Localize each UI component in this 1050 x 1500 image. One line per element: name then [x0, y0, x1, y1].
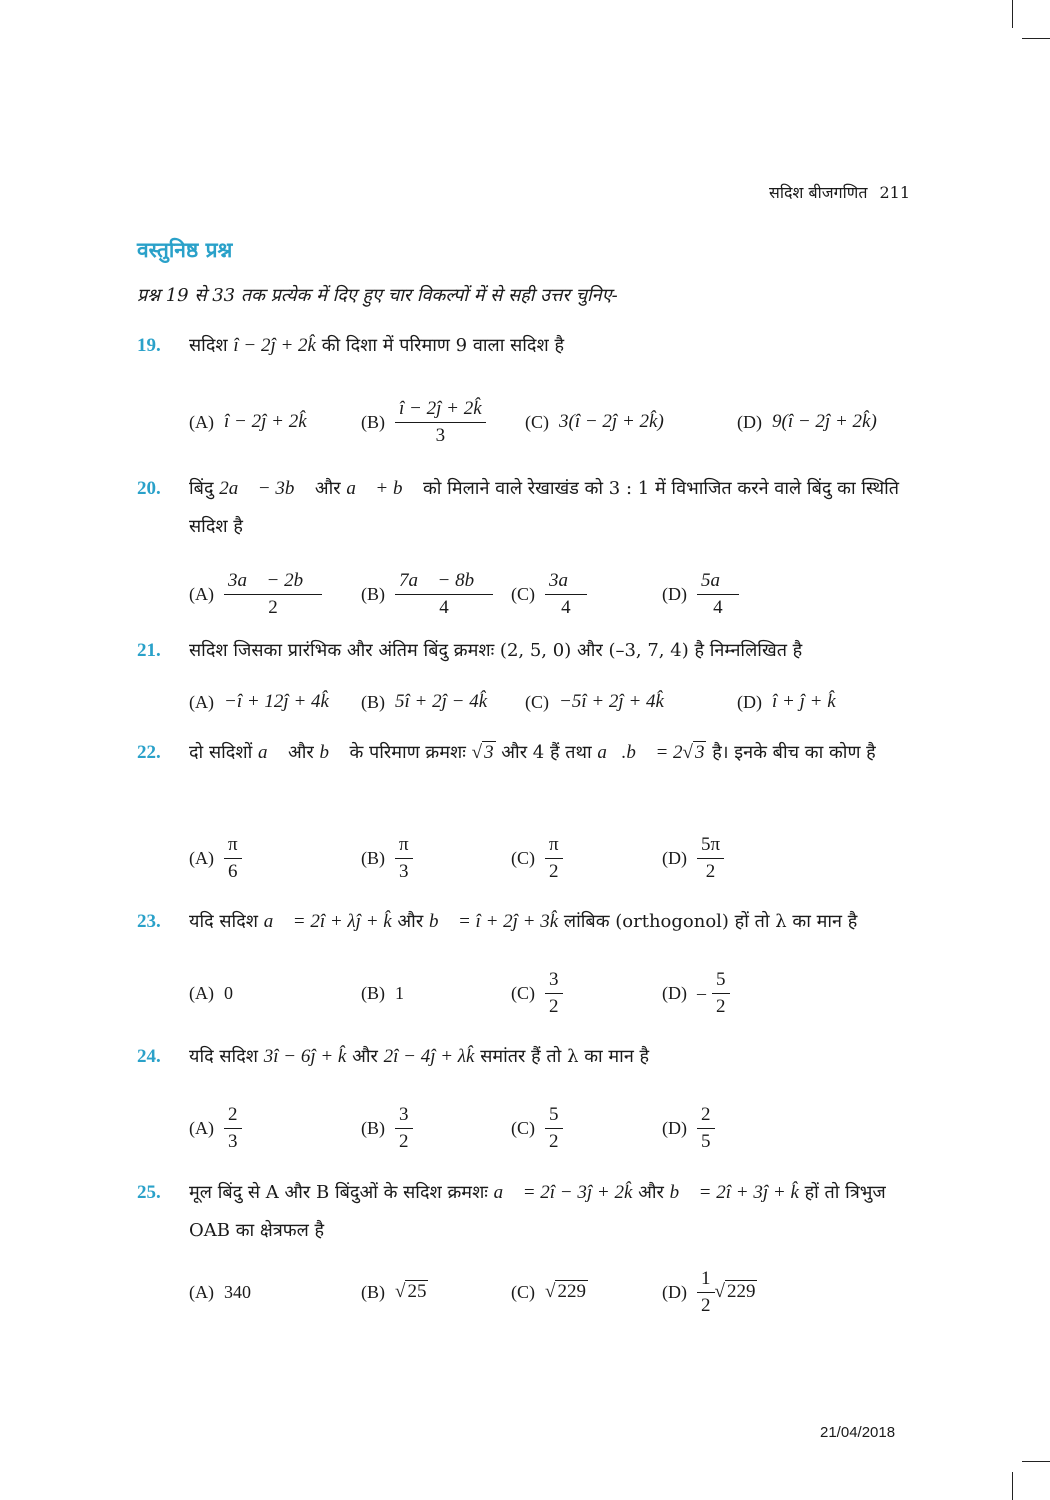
option-label: (C)	[525, 411, 549, 432]
question-number: 25.	[137, 1182, 161, 1203]
fraction	[545, 1104, 563, 1153]
question-21	[137, 632, 915, 670]
options-22	[189, 828, 929, 888]
numerator: 3	[545, 969, 563, 994]
fraction	[395, 570, 493, 619]
question-text	[189, 903, 915, 941]
numerator: π	[395, 834, 413, 859]
fraction	[545, 834, 563, 883]
math: −5î + 2ĵ + 4k̂	[559, 691, 664, 712]
option-c[interactable]	[525, 672, 664, 732]
text: मूल बिंदु से A और B बिंदुओं के सदिश क्रमशः	[189, 1182, 494, 1203]
sqrt: √ 3	[471, 742, 494, 763]
numerator: î − 2ĵ + 2k̂	[395, 398, 486, 423]
math: 3(î − 2ĵ + 2k̂)	[559, 411, 664, 432]
fraction	[224, 570, 322, 619]
page-number: 211	[879, 183, 910, 202]
value: 1	[395, 982, 404, 1003]
fraction	[545, 570, 587, 619]
option-b[interactable]	[361, 828, 413, 888]
option-c[interactable]	[511, 564, 587, 624]
numerator: π	[224, 834, 242, 859]
option-b[interactable]	[361, 1098, 413, 1158]
text: सदिश जिसका प्रारंभिक और अंतिम बिंदु क्रमशः (2, 5, 0) और (–3, 7, 4) है निम्नलिखित है	[189, 640, 803, 661]
option-label: (C)	[511, 1117, 535, 1138]
option-label: (A)	[189, 583, 214, 604]
question-25	[137, 1174, 915, 1250]
denominator: 2	[549, 860, 559, 882]
option-b[interactable]	[361, 963, 404, 1023]
option-d[interactable]	[662, 564, 739, 624]
value: 340	[224, 1281, 251, 1302]
question-number: 21.	[137, 640, 161, 661]
denominator: 2	[716, 995, 726, 1017]
text: और 4 हैं तथा	[495, 742, 598, 763]
options-25	[189, 1262, 929, 1322]
text: दो सदिशों	[189, 742, 258, 763]
math: a⃗.b⃗ = 2	[597, 742, 683, 763]
options-24	[189, 1098, 929, 1158]
option-label: (D)	[662, 1117, 687, 1138]
denominator: 6	[228, 860, 238, 882]
denominator: 3	[399, 860, 409, 882]
minus-sign: –	[697, 982, 706, 1003]
text: हों तो त्रिभुज OAB का क्षेत्रफल है	[189, 1182, 886, 1241]
question-number: 19.	[137, 335, 161, 356]
question-text	[189, 632, 915, 670]
math: b⃗ = 2î + 3ĵ + k̂	[669, 1182, 799, 1203]
math: î + ĵ + k̂	[772, 691, 836, 712]
options-20	[189, 564, 929, 624]
numerator: 3a⃗	[545, 570, 587, 595]
numerator: 2	[224, 1104, 242, 1129]
running-head	[769, 181, 910, 203]
question-text	[189, 470, 915, 546]
math: 5î + 2ĵ − 4k̂	[395, 691, 488, 712]
fraction	[697, 834, 724, 883]
text: और	[309, 478, 347, 499]
question-number: 24.	[137, 1046, 161, 1067]
footer-date: 21/04/2018	[820, 1424, 896, 1441]
option-c[interactable]	[525, 392, 664, 452]
denominator: 5	[701, 1130, 711, 1152]
numerator: 5π	[697, 834, 724, 859]
math: 9(î − 2ĵ + 2k̂)	[772, 411, 877, 432]
numerator: 1	[697, 1268, 715, 1293]
math: a⃗ = 2î − 3ĵ + 2k̂	[493, 1182, 633, 1203]
radicand: 25	[407, 1281, 427, 1302]
options-21	[189, 672, 929, 732]
option-c[interactable]	[511, 1262, 588, 1322]
question-19	[137, 327, 915, 365]
denominator: 2	[549, 995, 559, 1017]
option-d[interactable]	[662, 963, 730, 1023]
denominator: 2	[701, 1294, 711, 1316]
option-a[interactable]	[189, 672, 329, 732]
math: a⃗ + b⃗	[346, 478, 418, 499]
text: यदि सदिश	[189, 911, 264, 932]
fraction	[224, 1104, 242, 1153]
fraction	[545, 969, 563, 1018]
numerator: 2	[697, 1104, 715, 1129]
option-label: (D)	[662, 583, 687, 604]
numerator: π	[545, 834, 563, 859]
denominator: 3	[435, 424, 446, 446]
option-label: (A)	[189, 982, 214, 1003]
sqrt: √ 229	[714, 1281, 756, 1302]
math: î − 2ĵ + 2k̂	[224, 411, 307, 432]
option-c[interactable]	[511, 1098, 563, 1158]
denominator: 3	[228, 1130, 238, 1152]
fraction	[395, 834, 413, 883]
question-number: 20.	[137, 478, 161, 499]
radicand: 229	[726, 1281, 756, 1302]
option-label: (B)	[361, 847, 385, 868]
denominator: 2	[399, 1130, 409, 1152]
numerator: 3a⃗ − 2b⃗	[224, 570, 322, 595]
numerator: 7a⃗ − 8b⃗	[395, 570, 493, 595]
question-text	[189, 1174, 915, 1250]
text: सदिश	[189, 335, 234, 356]
numerator: 5	[545, 1104, 563, 1129]
question-number: 23.	[137, 911, 161, 932]
math: 2î − 4ĵ + λk̂	[383, 1046, 475, 1067]
question-text	[189, 734, 915, 772]
option-label: (A)	[189, 847, 214, 868]
sqrt: √ 3	[682, 742, 705, 763]
radicand: 3	[694, 742, 705, 763]
crop-mark	[1012, 0, 1013, 28]
option-label: (D)	[662, 847, 687, 868]
text: समांतर हैं तो λ का मान है	[474, 1046, 650, 1067]
option-d[interactable]	[662, 828, 724, 888]
option-label: (C)	[511, 1281, 535, 1302]
question-23	[137, 903, 915, 941]
option-c[interactable]	[511, 828, 563, 888]
math: a⃗ = 2î + λĵ + k̂	[263, 911, 392, 932]
value: 0	[224, 982, 233, 1003]
option-label: (B)	[361, 982, 385, 1003]
option-label: (C)	[511, 583, 535, 604]
option-label: (B)	[361, 691, 385, 712]
crop-mark	[1022, 1461, 1050, 1462]
option-b[interactable]	[361, 1262, 428, 1322]
fraction	[395, 1104, 413, 1153]
option-label: (A)	[189, 691, 214, 712]
numerator: 5a⃗	[697, 570, 739, 595]
option-b[interactable]	[361, 672, 487, 732]
option-label: (C)	[525, 691, 549, 712]
option-d[interactable]	[737, 672, 836, 732]
option-label: (B)	[361, 583, 385, 604]
fraction	[712, 969, 730, 1018]
option-d[interactable]	[662, 1098, 715, 1158]
option-label: (B)	[361, 411, 385, 432]
option-a[interactable]	[189, 1262, 251, 1322]
crop-mark	[1022, 38, 1050, 39]
math: a⃗	[257, 742, 283, 763]
question-text	[189, 1038, 915, 1076]
math: 3î − 6ĵ + k̂	[263, 1046, 347, 1067]
denominator: 4	[439, 596, 449, 618]
fraction	[697, 1268, 715, 1317]
denominator: 2	[705, 860, 716, 882]
crop-mark	[1012, 1472, 1013, 1500]
text: और	[282, 742, 320, 763]
math: b⃗ = î + 2ĵ + 3k̂	[428, 911, 559, 932]
denominator: 2	[268, 596, 278, 618]
fraction	[224, 834, 242, 883]
question-22	[137, 734, 915, 772]
option-label: (A)	[189, 411, 214, 432]
option-b[interactable]	[361, 392, 486, 452]
sqrt: √ 229	[545, 1281, 586, 1302]
text: बिंदु	[189, 478, 220, 499]
sqrt: √ 25	[395, 1281, 427, 1302]
denominator: 4	[561, 596, 571, 618]
option-label: (D)	[662, 1281, 687, 1302]
numerator: 3	[395, 1104, 413, 1129]
radicand: 3	[484, 742, 494, 763]
option-label: (B)	[361, 1117, 385, 1138]
option-d[interactable]	[737, 392, 877, 452]
section-title: वस्तुनिष्ठ प्रश्न	[137, 238, 233, 262]
denominator: 2	[549, 1130, 559, 1152]
text: और	[346, 1046, 384, 1067]
text: के परिमाण क्रमशः	[343, 742, 472, 763]
numerator: 5	[712, 969, 730, 994]
text: लांबिक (orthogonol) हों तो λ का मान है	[558, 911, 858, 932]
option-label: (C)	[511, 847, 535, 868]
option-label: (C)	[511, 982, 535, 1003]
text: है। इनके बीच का कोण है	[706, 742, 876, 763]
option-label: (A)	[189, 1281, 214, 1302]
options-19	[189, 392, 929, 452]
text: की दिशा में परिमाण 9 वाला सदिश है	[316, 335, 565, 356]
question-24	[137, 1038, 915, 1076]
instruction: प्रश्न 19 से 33 तक प्रत्येक में दिए हुए चार विकल्पों में से सही उत्तर चुनिए-	[137, 285, 618, 306]
radicand: 229	[557, 1281, 586, 1302]
fraction	[395, 398, 486, 447]
option-label: (D)	[737, 691, 762, 712]
text: और	[391, 911, 429, 932]
running-head-title: सदिश बीजगणित	[769, 183, 868, 202]
text: यदि सदिश	[189, 1046, 264, 1067]
option-a[interactable]	[189, 564, 322, 624]
math: b⃗	[319, 742, 344, 763]
fraction	[697, 1104, 715, 1153]
option-a[interactable]	[189, 828, 242, 888]
question-20	[137, 470, 915, 546]
text: और	[632, 1182, 670, 1203]
options-23	[189, 963, 929, 1023]
option-b[interactable]	[361, 564, 493, 624]
denominator: 4	[713, 596, 723, 618]
option-a[interactable]	[189, 1098, 242, 1158]
option-label: (B)	[361, 1281, 385, 1302]
question-text	[189, 327, 915, 365]
option-a[interactable]	[189, 963, 233, 1023]
option-label: (D)	[662, 982, 687, 1003]
math: î − 2ĵ + 2k̂	[233, 335, 316, 356]
option-label: (A)	[189, 1117, 214, 1138]
question-number: 22.	[137, 742, 161, 763]
option-label: (D)	[737, 411, 762, 432]
math: −î + 12ĵ + 4k̂	[224, 691, 329, 712]
option-c[interactable]	[511, 963, 563, 1023]
text: को मिलाने वाले रेखाखंड को 3 : 1 में विभाजित करने वाले बिंदु का स्थिति सदिश है	[189, 478, 900, 537]
fraction	[697, 570, 739, 619]
math: 2a⃗ − 3b⃗	[219, 478, 310, 499]
option-a[interactable]	[189, 392, 307, 452]
option-d[interactable]	[662, 1262, 757, 1322]
